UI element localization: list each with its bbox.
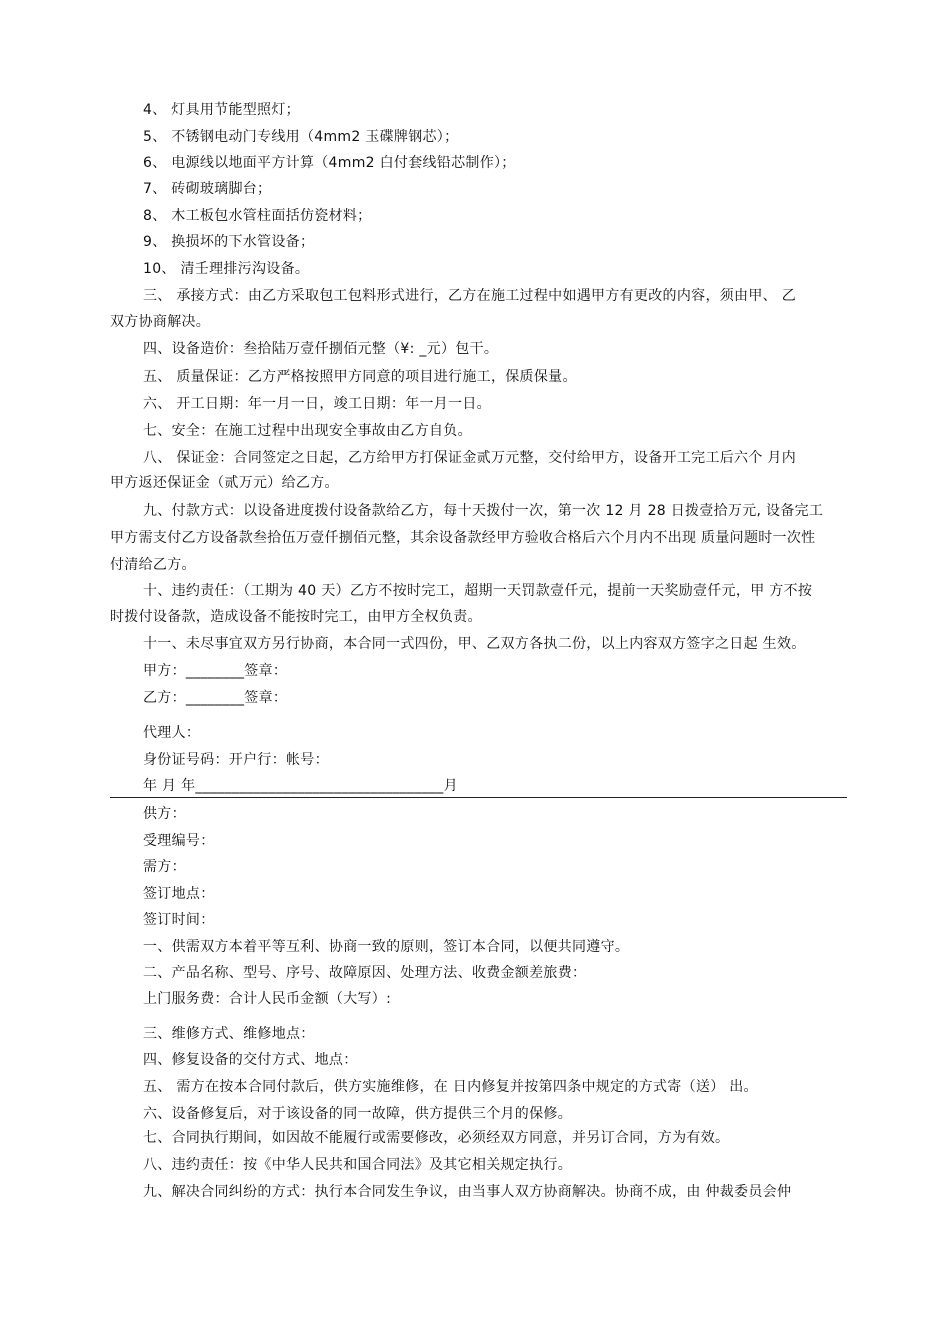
section-divider <box>110 797 847 798</box>
party-a-signature: 甲方：________签章： <box>143 663 288 679</box>
paragraph-3-line-2: 双方协商解决。 <box>110 314 211 330</box>
text-line: 二、产品名称、型号、序号、故障原因、处理方法、收费金额差旅费： <box>143 965 587 981</box>
text-line: 四、设备造价：叁拾陆万壹仟捌佰元整（¥: _元）包干。 <box>143 341 499 357</box>
text-line: 8、 木工板包水管柱面括仿瓷材料； <box>143 208 372 224</box>
paragraph-9-line-3: 付清给乙方。 <box>110 557 196 573</box>
text-line: 5、 不锈钢电动门专线用（4mm2 玉碟牌钢芯）； <box>143 129 459 145</box>
text-line: 五、 质量保证：乙方严格按照甲方同意的项目进行施工，保质保量。 <box>143 369 577 385</box>
text-line: 八、违约责任：按《中华人民共和国合同法》及其它相关规定执行。 <box>143 1157 572 1173</box>
supplier-label: 供方： <box>143 806 186 822</box>
text-line: 上门服务费：合计人民币金额（大写）: <box>143 991 392 1007</box>
text-line: 7、 砖砌玻璃脚台； <box>143 181 272 197</box>
paragraph-9-line-1: 九、付款方式：以设备进度拨付设备款给乙方，每十天拨付一次，第一次 12 月 28 日拨壹拾万元, 设备完工 <box>143 503 824 519</box>
text-line: 九、解决合同纠纷的方式：执行本合同发生争议，由当事人双方协商解决。协商不成，由 仲裁委员会仲 <box>143 1184 792 1200</box>
reference-number-label: 受理编号： <box>143 833 215 849</box>
paragraph-8-line-1: 八、 保证金：合同签定之日起，乙方给甲方打保证金贰万元整，交付给甲方，设备开工完工后六个 月内 <box>143 450 796 466</box>
text-line: 六、设备修复后，对于该设备的同一故障，供方提供三个月的保修。 <box>143 1106 572 1122</box>
id-bank-account: 身份证号码：开户行：帐号： <box>143 752 329 768</box>
text-line: 三、维修方式、维修地点： <box>143 1026 315 1042</box>
signing-place-label: 签订地点： <box>143 886 215 902</box>
paragraph-10-line-1: 十、违约责任：（工期为 40 天）乙方不按时完工，超期一天罚款壹仟元，提前一天奖励壹仟元，甲 方不按 <box>143 583 813 599</box>
text-line: 四、修复设备的交付方式、地点： <box>143 1052 358 1068</box>
buyer-label: 需方： <box>143 859 186 875</box>
text-line: 9、 换损坏的下水管设备； <box>143 234 315 250</box>
text-line: 七、安全：在施工过程中出现安全事故由乙方自负。 <box>143 423 472 439</box>
text-line: 十一、未尽事宜双方另行协商，本合同一式四份，甲、乙双方各执二份，以上内容双方签字之日起 生效。 <box>143 636 806 652</box>
signing-time-label: 签订时间： <box>143 912 215 928</box>
party-b-signature: 乙方：________签章： <box>143 690 288 706</box>
text-line: 6、 电源线以地面平方计算（4mm2 白付套线铅芯制作）； <box>143 155 516 171</box>
text-line: 六、 开工日期：年一月一日，竣工日期：年一月一日。 <box>143 396 491 412</box>
paragraph-10-line-2: 时拨付设备款，造成设备不能按时完工，由甲方全权负责。 <box>110 609 482 625</box>
text-line: 4、 灯具用节能型照灯； <box>143 102 300 118</box>
agent-label: 代理人： <box>143 725 201 741</box>
date-line: 年 月 年__________________________________月 <box>143 778 458 794</box>
paragraph-3-line-1: 三、 承接方式：由乙方采取包工包料形式进行，乙方在施工过程中如遇甲方有更改的内容，须由甲、 乙 <box>143 288 796 304</box>
text-line: 七、合同执行期间，如因故不能履行或需要修改，必须经双方同意，并另订合同，方为有效。 <box>143 1130 730 1146</box>
text-line: 一、供需双方本着平等互利、协商一致的原则，签订本合同，以便共同遵守。 <box>143 939 630 955</box>
text-line: 10、 清壬理排污沟设备。 <box>143 261 310 277</box>
text-line: 五、 需方在按本合同付款后，供方实施维修，在 日内修复并按第四条中规定的方式寄（送） 出。 <box>143 1079 758 1095</box>
paragraph-8-line-2: 甲方返还保证金（贰万元）给乙方。 <box>110 475 339 491</box>
paragraph-9-line-2: 甲方需支付乙方设备款叁拾伍万壹仟捌佰元整，其余设备款经甲方验收合格后六个月内不出现 质量问题时一次性 <box>110 530 816 546</box>
